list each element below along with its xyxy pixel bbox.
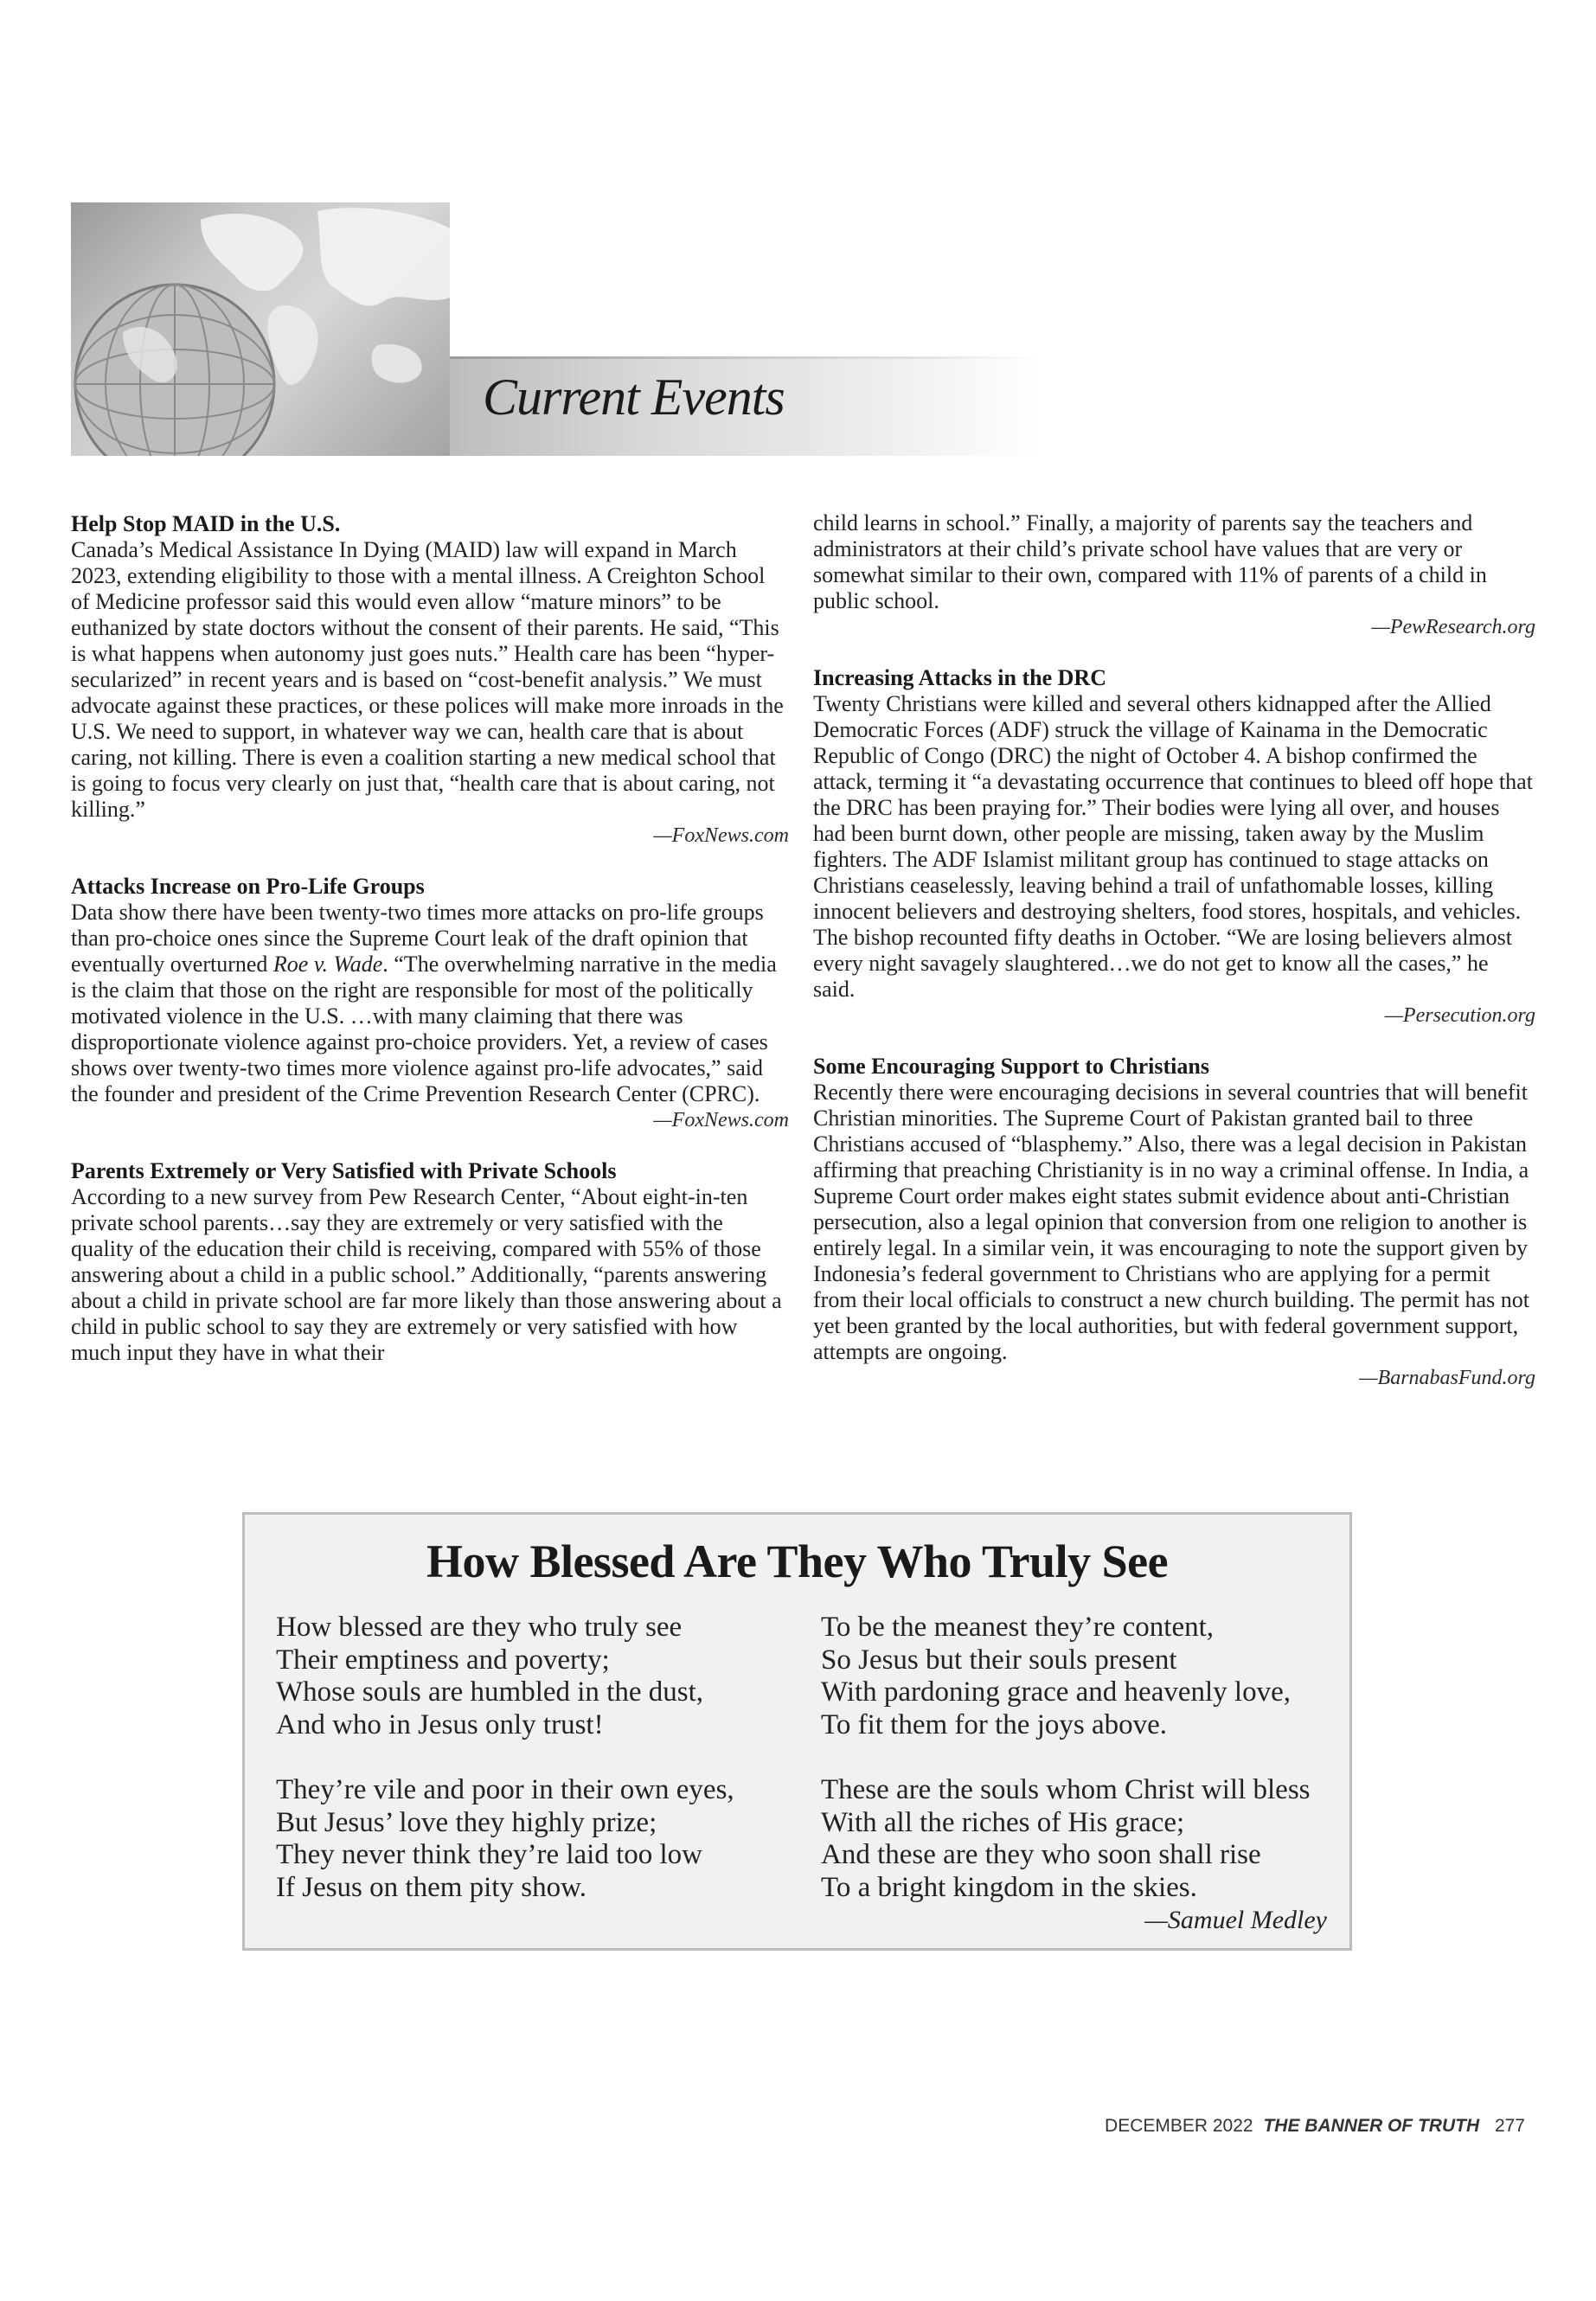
- article-source: —PewResearch.org: [1371, 616, 1535, 638]
- issue-date: DECEMBER 2022: [1105, 2116, 1253, 2136]
- article-title: Parents Extremely or Very Satisfied with Private Schools: [71, 1158, 617, 1183]
- poem-line: They never think they’re laid too low: [276, 1839, 703, 1870]
- poem-line: To a bright kingdom in the skies.: [821, 1871, 1197, 1903]
- poem-author: —Samuel Medley: [1144, 1906, 1327, 1934]
- article-title: Increasing Attacks in the DRC: [813, 665, 1106, 690]
- poem-line: To fit them for the joys above.: [821, 1708, 1168, 1740]
- poem-line: If Jesus on them pity show.: [276, 1871, 587, 1903]
- article-source: —Persecution.org: [1384, 1004, 1535, 1027]
- article-body: Twenty Christians were killed and several others kidnapped after the Allied Democratic Forces (ADF) struck the village of Kainama in the Democratic Republic of Congo (DRC) the night of October 4. A bishop confirmed the attack, terming it “a devastating occurrence that continues to bleed off hope that the DRC has been praying for.” Their bodies were lying all over, and houses had been burnt down, other people are missing, taken away by the Muslim fighters. The ADF Islamist militant group has continued to stage attacks on Christians ceaselessly, leaving behind a trail of unfathomable losses, killing innocent believers and destroying shelters, food stores, hospitals, and vehicles. The bishop recounted fifty deaths in October. “We are losing believers almost every night savagely slaughtered…we do not get to know all the cases,” he said.: [813, 691, 1533, 1002]
- body-text: Data show there have been twenty-two times more attacks on pro-life groups than pro-choice ones since the Supreme Court leak of the draft opinion that eventually overturned: [71, 900, 764, 977]
- article-source: —BarnabasFund.org: [1359, 1367, 1535, 1389]
- article-title: Some Encouraging Support to Christians: [813, 1054, 1209, 1079]
- poem-line: With pardoning grace and heavenly love,: [821, 1676, 1291, 1708]
- article-maid: [71, 510, 789, 849]
- article-title: Help Stop MAID in the U.S.: [71, 511, 341, 536]
- page-number: 277: [1494, 2116, 1525, 2136]
- globe-graphic: [75, 285, 274, 456]
- poem-line: These are the souls whom Christ will bless: [821, 1774, 1311, 1805]
- world-map-image: [71, 202, 450, 456]
- poem-line: With all the riches of His grace;: [821, 1806, 1185, 1838]
- poem-line: So Jesus but their souls present: [821, 1644, 1177, 1676]
- article-source: —FoxNews.com: [653, 824, 789, 847]
- article-encouraging-support: [813, 1053, 1535, 1391]
- left-column: [71, 510, 789, 1366]
- poem-stanza-1: [276, 1612, 703, 1741]
- article-body: child learns in school.” Finally, a majority of parents say the teachers and administrators at their child’s private school have values that are very or somewhat similar to their own, compared with 11% of parents of a child in public school.: [813, 510, 1487, 613]
- article-source: —FoxNews.com: [653, 1109, 789, 1131]
- body-text: . “The overwhelming narrative in the media is the claim that those on the right are responsible for most of the politically motivated violence in the U.S. …with many claiming that there was disproportionate violence against pro-choice providers. Yet, a review of cases shows over twenty-two times more violence against pro-life advocates,” said the founder and president of the Crime Prevention Research Center (CPRC).: [71, 952, 777, 1106]
- poem-stanza-3: [821, 1612, 1291, 1741]
- poem-line: How blessed are they who truly see: [276, 1612, 683, 1643]
- poem-line: Their emptiness and poverty;: [276, 1644, 610, 1676]
- magazine-name: THE BANNER OF TRUTH: [1263, 2116, 1480, 2136]
- poem-stanza-4: [821, 1774, 1311, 1904]
- poem-line: But Jesus’ love they highly prize;: [276, 1806, 657, 1838]
- poem-title: How Blessed Are They Who Truly See: [426, 1535, 1169, 1587]
- article-body: [71, 900, 789, 1107]
- article-body: Canada’s Medical Assistance In Dying (MAID) law will expand in March 2023, extending eligibility to those with a mental illness. A Creighton School of Medicine professor said this would even allow “mature minors” to be euthanized by state doctors without the consent of their parents. He said, “This is what happens when autonomy just goes nuts.” Health care has been “hyper-secularized” in recent years and is based on “cost-benefit analysis.” We must advocate against these practices, or these polices will make more inroads in the U.S. We need to support, in whatever way we can, health care that is about caring, not killing. There is even a coalition starting a new medical school that is going to focus very clearly on just that, “health care that is about caring, not killing.”: [71, 537, 784, 822]
- poem-stanza-2: [276, 1774, 734, 1904]
- poem-line: Whose souls are humbled in the dust,: [276, 1676, 704, 1708]
- poem-line: To be the meanest they’re content,: [821, 1612, 1215, 1643]
- poem-line: And these are they who soon shall rise: [821, 1839, 1261, 1870]
- article-body: Recently there were encouraging decisions in several countries that will benefit Christian minorities. The Supreme Court of Pakistan granted bail to three Christians accused of “blasphemy.” Also, there was a legal decision in Pakistan affirming that preaching Christianity is in no way a criminal offense. In India, a Supreme Court order makes eight states submit evidence about anti-Christian persecution, also a legal opinion that conversion from one religion to another is entirely legal. In a similar vein, it was encouraging to note the support given by Indonesia’s federal government to Christians who are applying for a permit from their local officials to construct a new church building. The permit has not yet been granted by the local authorities, but with federal government support, attempts are ongoing.: [813, 1080, 1529, 1364]
- article-private-schools-continued: [813, 510, 1535, 640]
- article-pro-life-attacks: [71, 873, 789, 1133]
- article-private-schools: [71, 1157, 789, 1366]
- poem-line: They’re vile and poor in their own eyes,: [276, 1774, 734, 1805]
- case-name: Roe v. Wade: [272, 952, 383, 977]
- article-body: According to a new survey from Pew Research Center, “About eight-in-ten private school parents…say they are extremely or very satisfied with the quality of the education their child is receiving, compared with 55% of those answering about a child in a public school.” Additionally, “parents answering about a child in private school are far more likely than those answering about a child in public school to say they are extremely or very satisfied with how much input they have in what their: [71, 1184, 782, 1365]
- page-footer: [1105, 2115, 1525, 2138]
- poem-line: And who in Jesus only trust!: [276, 1708, 604, 1740]
- article-title: Attacks Increase on Pro-Life Groups: [71, 874, 425, 899]
- section-title: Current Events: [483, 369, 785, 426]
- globe-icon: [71, 202, 450, 456]
- section-banner: [71, 202, 1040, 456]
- right-column: [813, 510, 1535, 1391]
- poem-box: [242, 1512, 1352, 1951]
- article-drc-attacks: [813, 664, 1535, 1029]
